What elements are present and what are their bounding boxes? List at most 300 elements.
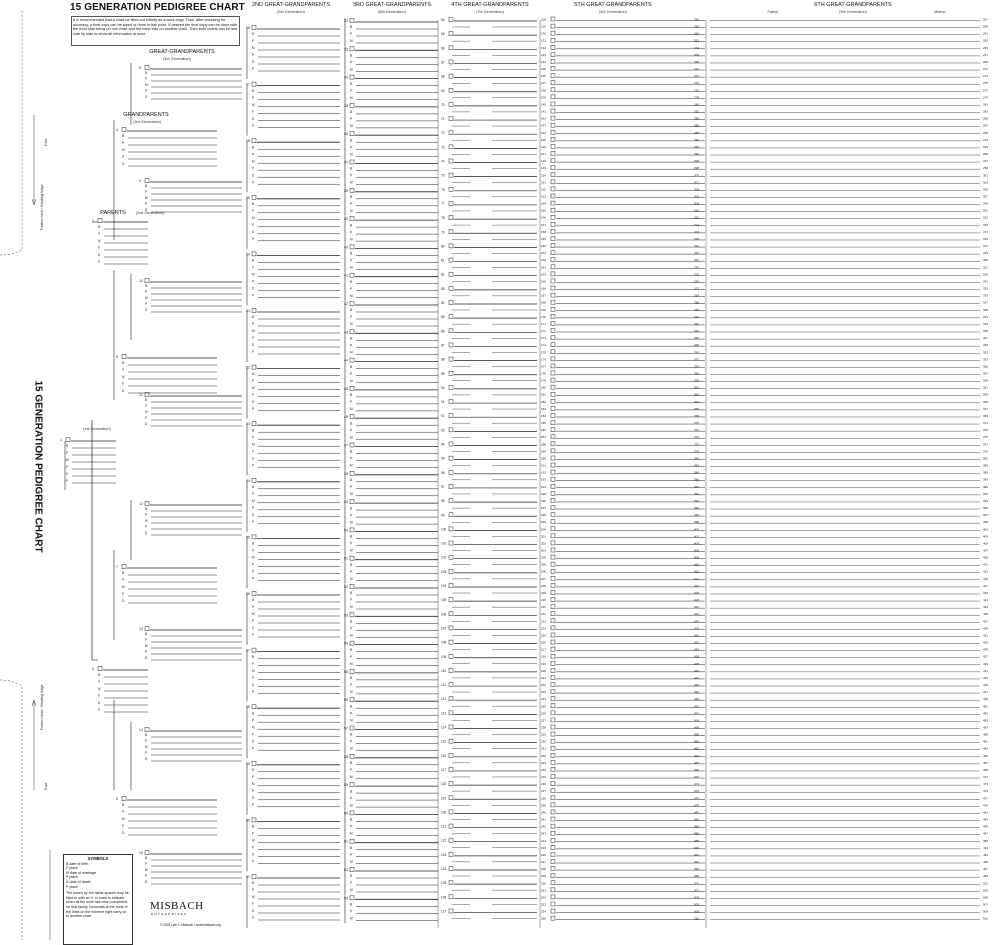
person-gen6-16-field-label: P [350, 485, 353, 489]
person-gen6-29-field-label: B [350, 845, 353, 850]
gen8-checkbox [551, 321, 555, 325]
gen9-number-right: 499 [983, 874, 989, 879]
intro-text: It is recommended that a chart be filled out initially as a work copy. Then, after checking for accuracy, a final copy can be typed or done in ball point. If desired the final copy can be done with the front side being on one chart and the back side on another chart. Then both charts can be laid side by side to show all information at once. [71, 16, 240, 46]
person-gen5-12-field-label: D [252, 739, 255, 744]
person-great-grandparent-7-field-label: M [145, 868, 148, 873]
gen7-number: 98 [441, 499, 445, 504]
gen9-number-left: 444 [694, 683, 700, 688]
gen7-number: 67 [441, 60, 445, 65]
person-gen6-24-number: 56 [344, 698, 348, 703]
person-gen5-5-field-label: M [252, 329, 255, 334]
gen7-number: 118 [441, 782, 447, 787]
person-gen6-18-field-label: M [350, 548, 353, 553]
gen9-number-right: 365 [983, 399, 989, 404]
gen9-number-right: 355 [983, 364, 989, 369]
gen9-number-left: 482 [694, 817, 700, 822]
person-gen5-11-checkbox [252, 648, 256, 652]
person-gen6-23-number: 55 [344, 669, 348, 674]
gen9-number-left: 418 [694, 590, 700, 595]
gen7-checkbox [449, 584, 453, 588]
gen9-number-left: 414 [694, 576, 700, 581]
gen8-checkbox [551, 343, 555, 347]
gen8-number: 151 [541, 180, 547, 185]
gen7-checkbox [449, 216, 453, 220]
person-gen6-7-field-label: B [350, 223, 353, 228]
person-great-grandparent-1-checkbox [145, 179, 149, 183]
gen7-number: 80 [441, 244, 445, 249]
gen7-number: 64 [441, 18, 445, 22]
gen8-number: 168 [541, 300, 547, 305]
gen8-number: 162 [541, 258, 547, 263]
gen9-number-right: 483 [983, 817, 989, 822]
gen9-number-left: 362 [694, 392, 700, 397]
gen9-number-right: 373 [983, 428, 989, 433]
gen7-checkbox [449, 711, 453, 715]
person-gen6-25-checkbox [350, 726, 354, 730]
person-gen6-12-field-label: B [350, 364, 353, 369]
gen9-number-left: 406 [694, 548, 700, 553]
person-gen5-0-field-label: P [252, 67, 255, 72]
person-gen6-13-field-label: B [350, 393, 353, 398]
gen7-checkbox [449, 357, 453, 361]
gen9-number-right: 293 [983, 144, 989, 149]
person-gen6-27-field-label: B [350, 789, 353, 794]
gen8-number: 249 [541, 874, 547, 879]
person-gen5-2-field-label: P [252, 180, 255, 185]
gen9-number-right: 399 [983, 520, 989, 525]
person-gen5-13-field-label: D [252, 796, 255, 800]
person-great-grandparent-5-field-label: P [145, 638, 148, 643]
gen7-checkbox [449, 428, 453, 432]
person-father-field-label: P [98, 260, 101, 265]
gen8-checkbox [551, 513, 555, 517]
person-grandparent-3-field-label: D [122, 831, 125, 836]
person-grandparent-2-field-label: D [122, 599, 125, 604]
symbol-line: P place [66, 875, 78, 880]
person-gen5-6-field-label: P [252, 406, 255, 411]
gen9-number-left: 374 [694, 435, 700, 440]
gen8-number: 248 [541, 867, 547, 872]
gen9-number-left: 310 [694, 208, 700, 213]
person-great-grandparent-4-checkbox [145, 502, 149, 506]
gen7-checkbox [449, 230, 453, 234]
gen9-number-left: 304 [694, 187, 700, 192]
gen8-number: 160 [541, 244, 547, 249]
misbach-logo: MISBACH [150, 900, 204, 912]
gen9-number-right: 509 [983, 909, 989, 914]
symbol-line: M date of marriage [66, 870, 97, 875]
person-grandparent-0-checkbox [122, 128, 126, 132]
gen8-number: 253 [541, 902, 547, 907]
person-gen6-24-checkbox [350, 698, 354, 702]
gen8-checkbox [551, 208, 555, 212]
person-gen5-4-field-label: D [252, 286, 255, 291]
gen7-checkbox [449, 739, 453, 743]
gen8-number: 241 [541, 817, 547, 822]
person-gen6-9-field-label: B [350, 279, 353, 284]
person-gen6-4-number: 36 [344, 132, 348, 137]
gen9-number-right: 305 [983, 187, 989, 192]
gen8-checkbox [551, 810, 555, 814]
person-gen5-4-checkbox [252, 252, 256, 256]
header-gen6-title: 6TH GREAT-GRANDPARENTS [814, 2, 892, 8]
gen9-number-right: 413 [983, 569, 989, 574]
gen8-checkbox [551, 123, 555, 127]
person-gen6-17-field-label: P [350, 513, 353, 518]
gen8-checkbox [551, 767, 555, 771]
gen8-number: 130 [541, 31, 547, 36]
person-great-grandparent-3-field-label: B [145, 398, 148, 403]
gen9-number-right: 347 [983, 336, 989, 341]
person-gen6-16-number: 48 [344, 471, 348, 476]
gen8-number: 190 [541, 456, 547, 461]
person-father-field-label: D [98, 253, 101, 258]
person-grandparent-3-field-label: P [122, 824, 125, 829]
person-gen5-3-number: 19 [246, 195, 250, 200]
gen7-checkbox [449, 102, 453, 106]
person-gen5-6-field-label: M [252, 385, 255, 390]
gen8-checkbox [551, 739, 555, 743]
gen8-number: 215 [541, 633, 547, 638]
person-gen6-3-checkbox [350, 103, 354, 107]
gen8-checkbox [551, 675, 555, 679]
gen9-number-left: 276 [694, 88, 700, 93]
gen8-checkbox [551, 286, 555, 290]
person-great-grandparent-1-number: 9 [139, 179, 141, 183]
person-gen5-7-field-label: P [252, 435, 255, 440]
person-gen6-17-number: 49 [344, 500, 348, 505]
gen9-number-left: 480 [694, 810, 700, 815]
gen9-number-right: 361 [983, 385, 989, 390]
gen8-checkbox [551, 760, 555, 764]
symbol-line: D date of death [66, 879, 91, 884]
person-gen5-11-field-label: P [252, 689, 255, 694]
person-great-grandparent-0-field-label: P [145, 77, 148, 82]
gen9-number-right: 301 [983, 173, 989, 178]
person-gen5-14-field-label: M [252, 838, 255, 843]
gen9-number-right: 349 [983, 343, 989, 348]
gen8-checkbox [551, 562, 555, 566]
gen8-checkbox [551, 831, 555, 835]
gen8-checkbox [551, 895, 555, 899]
gen7-checkbox [449, 301, 453, 305]
person-grandparent-1-number: 6 [116, 355, 118, 359]
person-gen5-1-number: 17 [246, 82, 250, 87]
gen8-checkbox [551, 867, 555, 871]
gen8-number: 131 [541, 38, 547, 43]
gen8-number: 169 [541, 307, 547, 312]
gen9-number-right: 377 [983, 442, 989, 447]
gen8-checkbox [551, 661, 555, 665]
gen8-number: 255 [541, 916, 547, 921]
gen8-number: 218 [541, 654, 547, 659]
gen9-number-right: 281 [983, 102, 989, 107]
gen7-checkbox [449, 258, 453, 262]
gen8-number: 233 [541, 760, 547, 765]
gen8-number: 202 [541, 541, 547, 546]
gen9-number-right: 339 [983, 307, 989, 312]
gen8-number: 128 [541, 17, 547, 22]
gen8-number: 200 [541, 527, 547, 532]
gen7-checkbox [449, 881, 453, 885]
gen9-number-right: 475 [983, 789, 989, 794]
gen7-checkbox [449, 725, 453, 729]
gen8-checkbox [551, 881, 555, 885]
gen9-number-left: 336 [694, 300, 700, 305]
gen9-number-left: 376 [694, 442, 700, 447]
gen9-number-right: 287 [983, 123, 989, 128]
gen8-number: 212 [541, 612, 547, 617]
person-gen6-25-number: 57 [344, 726, 348, 731]
person-gen5-8-field-label: P [252, 492, 255, 496]
gen8-checkbox [551, 173, 555, 177]
header-great-title: GREAT-GRANDPARENTS [149, 49, 215, 55]
person-gen6-16-checkbox [350, 471, 354, 475]
gen8-checkbox [551, 130, 555, 134]
gen8-checkbox [551, 435, 555, 439]
person-gen5-15-field-label: D [252, 909, 255, 914]
person-gen6-22-number: 54 [344, 641, 348, 646]
person-mother-field-label: P [98, 680, 101, 685]
person-gen5-13-field-label: M [252, 782, 255, 786]
gen8-number: 199 [541, 520, 547, 525]
gen8-checkbox [551, 753, 555, 757]
gen9-number-right: 409 [983, 555, 989, 560]
gen9-number-left: 484 [694, 824, 700, 829]
person-grandparent-3-field-label: B [122, 803, 125, 808]
header-gen3-title: 3RD GREAT-GRANDPARENTS [352, 2, 432, 8]
gen9-number-right: 345 [983, 329, 989, 334]
person-gen5-9-field-label: B [252, 541, 255, 546]
gen8-checkbox [551, 583, 555, 587]
gen9-number-right: 333 [983, 286, 989, 291]
person-gen6-2-number: 34 [344, 75, 348, 80]
person-gen6-14-checkbox [350, 415, 354, 419]
person-gen5-15-field-label: M [252, 895, 255, 900]
gen8-checkbox [551, 166, 555, 170]
gen7-checkbox [449, 499, 453, 503]
person-father-field-label: B [98, 225, 101, 230]
gen7-checkbox [449, 173, 453, 177]
gen9-number-right: 391 [983, 491, 989, 496]
person-great-grandparent-4-field-label: D [145, 531, 148, 536]
gen8-checkbox [551, 194, 555, 198]
gen9-number-left: 488 [694, 838, 700, 843]
person-gen6-28-number: 60 [344, 811, 348, 816]
person-gen6-1-checkbox [350, 47, 354, 51]
gen9-number-left: 394 [694, 506, 700, 511]
gen8-number: 234 [541, 767, 547, 772]
gen8-checkbox [551, 428, 555, 432]
header-grand-sub: (3rd Generation) [133, 120, 161, 124]
gen8-checkbox [551, 265, 555, 269]
gen8-number: 176 [541, 357, 547, 362]
person-gen6-20-field-label: M [350, 605, 353, 610]
person-gen6-10-number: 42 [344, 302, 348, 306]
gen7-checkbox [449, 824, 453, 828]
person-gen5-12-field-label: P [252, 746, 255, 751]
gen7-number: 110 [441, 668, 447, 673]
person-gen6-14-field-label: P [350, 428, 353, 433]
gen7-checkbox [449, 145, 453, 149]
person-great-grandparent-4-field-label: B [145, 507, 148, 512]
gen8-checkbox [551, 74, 555, 78]
gen7-checkbox [449, 244, 453, 248]
person-father-field-label: P [98, 246, 101, 251]
person-great-grandparent-6-field-label: P [145, 739, 148, 744]
gen9-number-left: 286 [694, 123, 700, 128]
gen9-number-left: 492 [694, 852, 700, 857]
gen9-number-left: 348 [694, 343, 700, 348]
gen8-checkbox [551, 449, 555, 453]
gen9-number-left: 296 [694, 159, 700, 164]
gen9-number-left: 472 [694, 782, 700, 787]
person-gen5-10-field-label: B [252, 598, 255, 603]
person-gen5-14-number: 30 [246, 818, 250, 823]
person-gen5-1-field-label: P [252, 109, 255, 114]
gen9-number-right: 311 [983, 208, 988, 213]
person-grandparent-2-field-label: M [122, 585, 125, 590]
person-gen6-8-checkbox [350, 245, 354, 249]
person-gen5-11-field-label: D [252, 682, 255, 687]
person-great-grandparent-5-checkbox [145, 627, 149, 631]
person-gen6-12-number: 44 [344, 358, 348, 363]
person-gen6-18-checkbox [350, 528, 354, 532]
gen8-checkbox [551, 817, 555, 821]
person-gen6-28-checkbox [350, 811, 354, 815]
gen7-number: 79 [441, 230, 445, 235]
person-gen6-2-field-label: B [350, 81, 353, 86]
gen9-number-right: 501 [983, 881, 989, 886]
person-gen6-24-field-label: P [350, 711, 353, 716]
gen7-checkbox [449, 555, 453, 559]
gen8-checkbox [551, 725, 555, 729]
gen8-checkbox [551, 640, 555, 644]
person-gen5-8-field-label: D [252, 513, 255, 517]
gen9-number-left: 350 [694, 350, 700, 355]
person-grandparent-2-checkbox [122, 565, 126, 569]
person-great-grandparent-0-checkbox [145, 66, 149, 70]
person-great-grandparent-0-field-label: D [145, 95, 148, 100]
gen8-checkbox [551, 506, 555, 510]
gen8-checkbox [551, 470, 555, 474]
gen8-number: 245 [541, 845, 547, 850]
gen8-number: 155 [541, 208, 547, 213]
gen9-number-left: 460 [694, 739, 700, 744]
gen9-number-left: 416 [694, 583, 700, 588]
person-gen5-1-field-label: P [252, 95, 255, 100]
header-parents-title: PARENTS [100, 210, 126, 216]
symbol-line: B date of birth [66, 861, 89, 866]
gen9-number-right: 453 [983, 711, 989, 716]
gen9-number-left: 368 [694, 413, 700, 418]
gen8-checkbox [551, 24, 555, 28]
person-gen6-2-checkbox [350, 75, 354, 79]
person-gen6-30-field-label: P [350, 881, 353, 886]
person-gen5-12-field-label: M [252, 725, 255, 730]
gen7-number: 111 [441, 683, 446, 688]
gen9-number-right: 503 [983, 888, 989, 893]
person-great-grandparent-5-number: 13 [139, 627, 143, 631]
person-gen6-3-field-label: M [350, 124, 353, 129]
gen7-checkbox [449, 32, 453, 36]
person-gen6-23-field-label: M [350, 690, 353, 695]
gen9-number-right: 327 [983, 265, 989, 270]
person-gen5-1-field-label: B [252, 88, 255, 93]
person-gen6-7-checkbox [350, 217, 354, 221]
person-gen6-27-number: 59 [344, 783, 348, 788]
person-gen5-15-checkbox [252, 875, 256, 879]
gen9-number-left: 502 [694, 888, 700, 893]
gen8-number: 192 [541, 470, 547, 475]
person-great-grandparent-7-field-label: P [145, 874, 148, 879]
gen9-number-right: 299 [983, 166, 989, 171]
person-great-grandparent-3-number: 11 [139, 393, 143, 397]
person-gen5-6-checkbox [252, 365, 256, 369]
gen8-checkbox [551, 137, 555, 141]
gen8-checkbox [551, 605, 555, 609]
gen7-number: 70 [441, 102, 445, 107]
header-gen4-sub: (7th Generation) [476, 10, 504, 14]
person-gen5-0-field-label: D [252, 60, 255, 65]
gen9-number-right: 269 [983, 59, 989, 64]
person-mother-field-label: D [98, 701, 101, 706]
header-self-sub: (1st Generation) [83, 427, 111, 431]
person-gen5-0-field-label: B [252, 32, 255, 37]
gen8-checkbox [551, 364, 555, 368]
gen9-number-right: 395 [983, 506, 989, 511]
gen8-checkbox [551, 17, 555, 21]
gen9-number-right: 421 [983, 598, 989, 603]
person-great-grandparent-0-field-label: M [145, 83, 148, 88]
gen8-checkbox [551, 144, 555, 148]
gen8-number: 205 [541, 562, 547, 567]
gen8-checkbox [551, 902, 555, 906]
gen8-checkbox [551, 67, 555, 71]
gen9-number-left: 454 [694, 718, 700, 723]
gen8-number: 189 [541, 449, 547, 454]
person-gen6-14-field-label: M [350, 435, 353, 440]
gen9-number-left: 494 [694, 860, 700, 865]
gen9-number-left: 440 [694, 668, 700, 673]
gen9-number-left: 346 [694, 336, 700, 341]
person-great-grandparent-0-field-label: B [145, 71, 148, 76]
gen9-number-left: 408 [694, 555, 700, 560]
gen8-checkbox [551, 527, 555, 531]
gen7-checkbox [449, 527, 453, 531]
person-gen6-29-field-label: P [350, 852, 353, 857]
gen9-number-left: 432 [694, 640, 700, 645]
gen7-checkbox [449, 683, 453, 687]
gen9-number-right: 505 [983, 895, 989, 900]
person-gen5-14-field-label: P [252, 831, 255, 836]
person-gen6-11-field-label: P [350, 343, 353, 348]
person-gen6-21-field-label: B [350, 619, 353, 624]
person-great-grandparent-7-checkbox [145, 851, 149, 855]
person-great-grandparent-3-field-label: P [145, 416, 148, 421]
gen7-number: 121 [441, 824, 447, 829]
gen8-checkbox [551, 463, 555, 467]
person-gen5-5-field-label: P [252, 322, 255, 327]
gen8-checkbox [551, 442, 555, 446]
person-gen5-4-field-label: P [252, 293, 255, 298]
gen9-number-right: 265 [983, 45, 989, 50]
person-gen6-12-field-label: P [350, 371, 353, 376]
gen8-number: 186 [541, 428, 547, 433]
gen8-checkbox [551, 569, 555, 573]
gen9-number-right: 495 [983, 860, 989, 865]
gen7-number: 127 [441, 909, 447, 914]
